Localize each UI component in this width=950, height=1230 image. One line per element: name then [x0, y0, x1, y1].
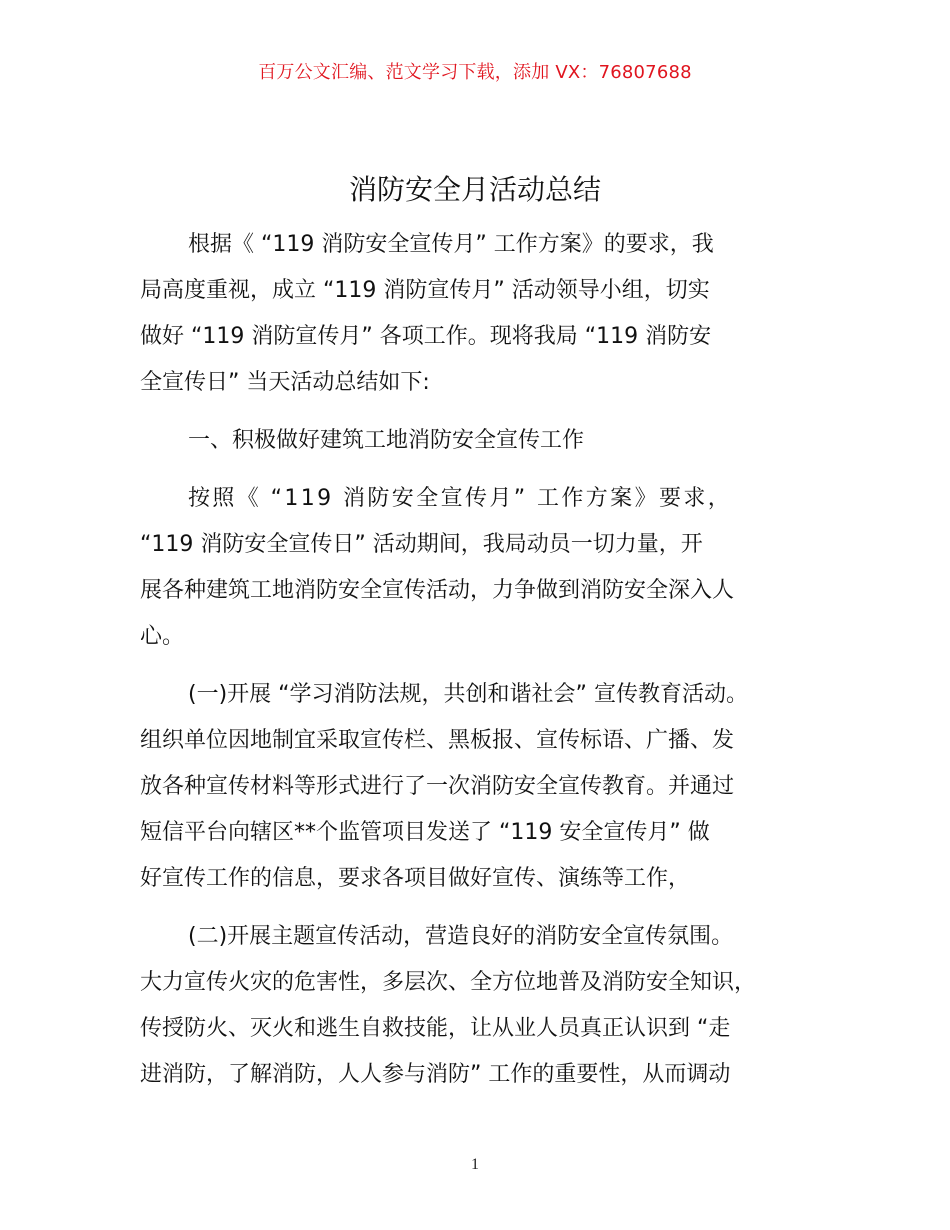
- text-line: 大力宣传火灾的危害性，多层次、全方位地普及消防安全知识，: [140, 970, 757, 995]
- document-title: 消防安全月活动总结: [348, 173, 601, 206]
- text-line: 传授防火、灭火和逃生自救技能，让从业人员真正认识到 “走: [140, 1016, 731, 1041]
- text-line: 进消防，了解消防，人人参与消防” 工作的重要性，从而调动: [140, 1062, 731, 1087]
- text-line: 好宣传工作的信息，要求各项目做好宣传、演练等工作，: [140, 866, 691, 891]
- paragraph-subsection-1: [140, 672, 816, 902]
- text-line: “119 消防安全宣传日” 活动期间，我局动员一切力量，开: [140, 532, 703, 557]
- section-heading-1: [140, 418, 816, 464]
- text-line: 放各种宣传材料等形式进行了一次消防安全宣传教育。并通过: [140, 774, 735, 799]
- text-line: (二)开展主题宣传活动，营造良好的消防安全宣传氛围。: [188, 924, 734, 949]
- text-line: 全宣传日” 当天活动总结如下:: [140, 370, 430, 395]
- text-line: 组织单位因地制宜采取宣传栏、黑板报、宣传标语、广播、发: [140, 728, 735, 753]
- paragraph-intro: [140, 222, 816, 406]
- text-line: 局高度重视，成立 “119 消防宣传月” 活动领导小组，切实: [140, 278, 710, 303]
- document-body: [140, 222, 816, 1098]
- paragraph-subsection-2: [140, 914, 816, 1098]
- section-heading-text: 一、积极做好建筑工地消防安全宣传工作: [188, 428, 585, 453]
- text-line: (一)开展 “学习消防法规，共创和谐社会” 宣传教育活动。: [188, 682, 748, 707]
- text-line: 按照《 “119 消防安全宣传月” 工作方案》要求，: [188, 486, 733, 511]
- paragraph-section-1: [140, 476, 816, 660]
- text-line: 短信平台向辖区**个监管项目发送了 “119 安全宣传月” 做: [140, 820, 710, 845]
- promo-header-text: 百万公文汇编、范文学习下载，添加 VX：76807688: [258, 62, 692, 83]
- page-number: 1: [471, 1156, 479, 1173]
- text-line: 做好 “119 消防宣传月” 各项工作。现将我局 “119 消防安: [140, 324, 712, 349]
- text-line: 心。: [140, 624, 185, 649]
- text-line: 展各种建筑工地消防安全宣传活动，力争做到消防安全深入人: [140, 578, 735, 603]
- text-line: 根据《 “119 消防安全宣传月” 工作方案》的要求，我: [188, 232, 714, 257]
